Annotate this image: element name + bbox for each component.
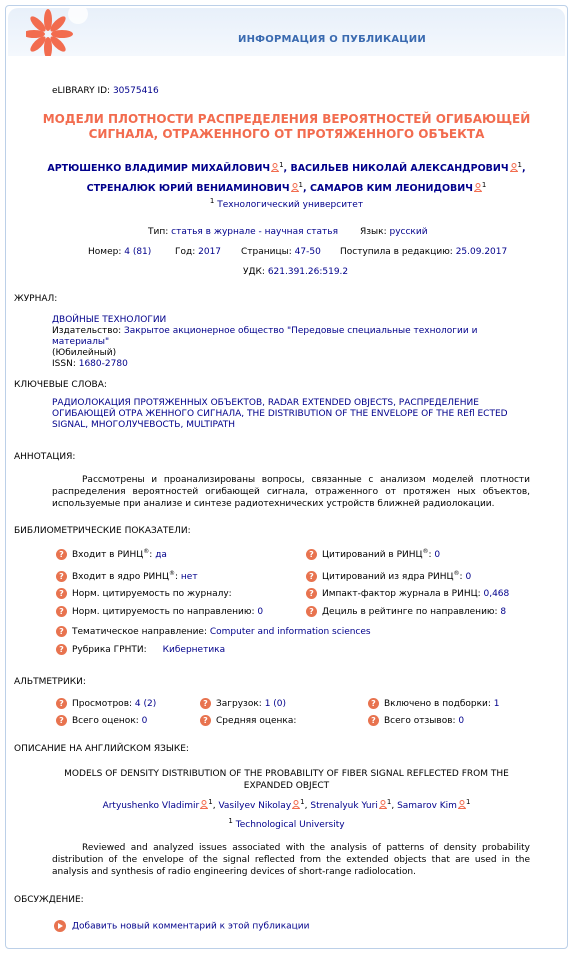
- alt-average: ? Средняя оценка:: [200, 715, 296, 726]
- add-comment-link[interactable]: Добавить новый комментарий к этой публикации: [72, 921, 310, 932]
- grnti-link[interactable]: Кибернетика: [162, 645, 226, 655]
- help-icon[interactable]: ?: [56, 549, 67, 560]
- section-discussion: ОБСУЖДЕНИЕ:: [14, 895, 84, 905]
- person-icon[interactable]: [458, 800, 466, 809]
- author-sup: 1: [298, 181, 304, 190]
- keywords-line[interactable]: SIGNAL, МНОГОЛУЧЕВОСТЬ, MULTIPATH: [52, 420, 236, 430]
- english-title: [0, 768, 573, 792]
- help-icon[interactable]: ?: [200, 715, 211, 726]
- publication-title: [0, 112, 573, 142]
- arrow-right-icon[interactable]: [54, 920, 66, 932]
- udk-value: 621.391.26:519.2: [267, 267, 349, 277]
- help-icon[interactable]: ?: [306, 606, 317, 617]
- section-annotation: АННОТАЦИЯ:: [14, 452, 76, 462]
- year-row: [175, 247, 221, 257]
- section-english: ОПИСАНИЕ НА АНГЛИЙСКОМ ЯЗЫКЕ:: [14, 744, 189, 754]
- publisher-extra: (Юбилейный): [52, 348, 117, 358]
- keywords-block: [52, 398, 532, 431]
- author-link[interactable]: Samarov Kim: [397, 801, 457, 811]
- elibrary-id-value: 30575416: [112, 86, 159, 96]
- received-row: [340, 247, 507, 257]
- author-link[interactable]: Strenalyuk Yuri: [310, 801, 378, 811]
- type-value: статья в журнале - научная статья: [171, 227, 339, 237]
- annotation-text: Рассмотрены и проанализированы вопросы, связанные с анализом моделей плотности распределения вероятностей огибающей сигнала, отраженного от протяжен ных объектов, используемые при анализе и синтезе радиотехнических устройств ближней радиолокации.: [52, 475, 530, 509]
- help-icon[interactable]: ?: [368, 715, 379, 726]
- number-label: Номер:: [88, 247, 122, 257]
- person-icon[interactable]: [291, 183, 299, 192]
- alt-collections: ? Включено в подборки: 1: [368, 698, 500, 709]
- author-link[interactable]: САМАРОВ КИМ ЛЕОНИДОВИЧ: [309, 183, 473, 195]
- help-icon[interactable]: ?: [56, 606, 67, 617]
- authors-block: АРТЮШЕНКО ВЛАДИМИР МИХАЙЛОВИЧ $^1$, ВАСИЛЬЕВ НИКОЛАЙ АЛЕКСАНДРОВИЧ $^1$, СТРЕНАЛЮК ЮРИЙ ВЕНИАМИНОВИЧ $^1$, САМАРОВ КИМ ЛЕОНИДОВИЧ $^1$: [47, 161, 526, 195]
- issn-value: 1680-2780: [78, 359, 128, 369]
- year-value: 2017: [198, 247, 222, 257]
- journal-link[interactable]: ДВОЙНЫЕ ТЕХНОЛОГИИ: [52, 315, 167, 325]
- alt-downloads: ? Загрузок: 1 (0): [200, 698, 286, 709]
- help-icon[interactable]: ?: [56, 571, 67, 582]
- pages-row: [241, 247, 321, 257]
- elibrary-id-label: eLIBRARY ID:: [52, 86, 111, 96]
- title-line-1: МОДЕЛИ ПЛОТНОСТИ РАСПРЕДЕЛЕНИЯ ВЕРОЯТНОСТЕЙ ОГИБАЮЩЕЙ: [42, 112, 531, 126]
- help-icon[interactable]: ?: [56, 715, 67, 726]
- pages-value: 47-50: [294, 247, 321, 257]
- number-link[interactable]: 4 (81): [124, 247, 152, 257]
- journal-block: [52, 315, 532, 370]
- english-abstract: Reviewed and analyzed issues associated with the analysis of patterns of density probability distribution of the envelope of the signal reflected from the extended objects that are used in the analysis and synthesis of radio engineering devices of short-range radiolocation.: [52, 843, 530, 877]
- help-icon[interactable]: ?: [56, 626, 67, 637]
- help-icon[interactable]: ?: [306, 571, 317, 582]
- number-row: [88, 247, 151, 257]
- metric-impact-factor: ? Импакт-фактор журнала в РИНЦ: 0,468: [306, 588, 509, 599]
- metric-rinc: ? Входит в РИНЦ®: да: [56, 548, 167, 560]
- person-icon[interactable]: [510, 163, 518, 172]
- metric-citations-rinc: ? Цитирований в РИНЦ®: 0: [306, 548, 440, 560]
- person-icon[interactable]: [474, 183, 482, 192]
- alt-reviews: ? Всего отзывов: 0: [368, 715, 464, 726]
- section-journal: ЖУРНАЛ:: [14, 294, 58, 304]
- page-title: ИНФОРМАЦИЯ О ПУБЛИКАЦИИ: [238, 34, 426, 45]
- header-banner: [8, 8, 565, 56]
- metric-grnti: ? Рубрика ГРНТИ: Кибернетика: [56, 644, 225, 655]
- metric-decile: ? Дециль в рейтинге по направлению: 8: [306, 606, 506, 617]
- udk-row: [243, 267, 348, 277]
- person-icon[interactable]: [379, 800, 387, 809]
- author-link[interactable]: Artyushenko Vladimir: [102, 801, 200, 811]
- received-value: 25.09.2017: [455, 247, 508, 257]
- section-keywords: КЛЮЧЕВЫЕ СЛОВА:: [14, 380, 107, 390]
- affiliation-link[interactable]: Технологический университет: [217, 200, 364, 210]
- elibrary-id-row: [52, 86, 159, 96]
- help-icon[interactable]: ?: [200, 698, 211, 709]
- type-row: [148, 227, 338, 237]
- metric-norm-journal: ? Норм. цитируемость по журналу:: [56, 588, 232, 599]
- udk-label: УДК:: [243, 267, 265, 277]
- title-line-2: СИГНАЛА, ОТРАЖЕННОГО ОТ ПРОТЯЖЕННОГО ОБЪЕКТА: [88, 127, 485, 141]
- keywords-line[interactable]: ОГИБАЮЩЕЙ ОТРА ЖЕННОГО СИГНАЛА, THE DISTRIBUTION OF THE ENVELOPE OF THE REfl ECTED: [52, 409, 508, 419]
- thematic-link[interactable]: Computer and information sciences: [209, 627, 371, 637]
- metric-norm-direction: ? Норм. цитируемость по направлению: 0: [56, 606, 263, 617]
- author-sup: 1: [279, 161, 284, 169]
- type-label: Тип:: [148, 227, 169, 237]
- publisher-link[interactable]: Закрытое акционерное общество "Передовые специальные технологии и материалы": [52, 326, 478, 347]
- help-icon[interactable]: ?: [56, 698, 67, 709]
- english-authors: Artyushenko Vladimir $^1$, Vasilyev Nikolay $^1$, Strenalyuk Yuri $^1$, Samarov Kim $^1$: [102, 798, 471, 811]
- year-label: Год:: [175, 247, 196, 257]
- alt-views: ? Просмотров: 4 (2): [56, 698, 156, 709]
- section-altmetrics: АЛЬТМЕТРИКИ:: [14, 677, 86, 687]
- affiliation: [0, 197, 573, 210]
- help-icon[interactable]: ?: [56, 644, 67, 655]
- person-icon[interactable]: [271, 163, 279, 172]
- language-row: [360, 227, 428, 237]
- person-icon[interactable]: [292, 800, 300, 809]
- publisher-label: Издательство:: [52, 326, 122, 336]
- author-link[interactable]: АРТЮШЕНКО ВЛАДИМИР МИХАЙЛОВИЧ: [47, 163, 271, 175]
- help-icon[interactable]: ?: [306, 588, 317, 599]
- english-title-line: MODELS OF DENSITY DISTRIBUTION OF THE PROBABILITY OF FIBER SIGNAL REFLECTED FROM THE: [64, 769, 509, 779]
- help-icon[interactable]: ?: [368, 698, 379, 709]
- author-link[interactable]: СТРЕНАЛЮК ЮРИЙ ВЕНИАМИНОВИЧ: [86, 183, 290, 195]
- issn-label: ISSN:: [52, 359, 76, 369]
- english-affiliation-link[interactable]: Technological University: [235, 820, 345, 830]
- help-icon[interactable]: ?: [306, 549, 317, 560]
- received-label: Поступила в редакцию:: [340, 247, 453, 257]
- metric-thematic: ? Тематическое направление: Computer and information sciences: [56, 626, 371, 637]
- english-affiliation: $^1$ Technological University: [228, 817, 345, 830]
- metric-citations-core: ? Цитирований из ядра РИНЦ®: 0: [306, 570, 471, 582]
- metric-core-rinc: ? Входит в ядро РИНЦ®: нет: [56, 570, 198, 582]
- keywords-line[interactable]: РАДИОЛОКАЦИЯ ПРОТЯЖЕННЫХ ОБЪЕКТОВ, RADAR EXTENDED OBJECTS, РАСПРЕДЕЛЕНИЕ: [52, 398, 479, 408]
- alt-ratings: ? Всего оценок: 0: [56, 715, 147, 726]
- english-title-line: EXPANDED OBJECT: [243, 781, 330, 791]
- author-link[interactable]: ВАСИЛЬЕВ НИКОЛАЙ АЛЕКСАНДРОВИЧ: [290, 163, 509, 175]
- pages-label: Страницы:: [241, 247, 292, 257]
- language-label: Язык:: [360, 227, 387, 237]
- add-comment-row: [54, 920, 309, 932]
- affiliation-sup: 1: [209, 197, 215, 205]
- author-sup: 1: [481, 181, 487, 190]
- section-bibliometrics: БИБЛИОМЕТРИЧЕСКИЕ ПОКАЗАТЕЛИ:: [14, 526, 191, 536]
- language-value: русский: [389, 227, 428, 237]
- author-link[interactable]: Vasilyev Nikolay: [218, 801, 292, 811]
- help-icon[interactable]: ?: [56, 588, 67, 599]
- author-sup: 1: [517, 161, 523, 169]
- flower-logo-icon: [26, 8, 96, 56]
